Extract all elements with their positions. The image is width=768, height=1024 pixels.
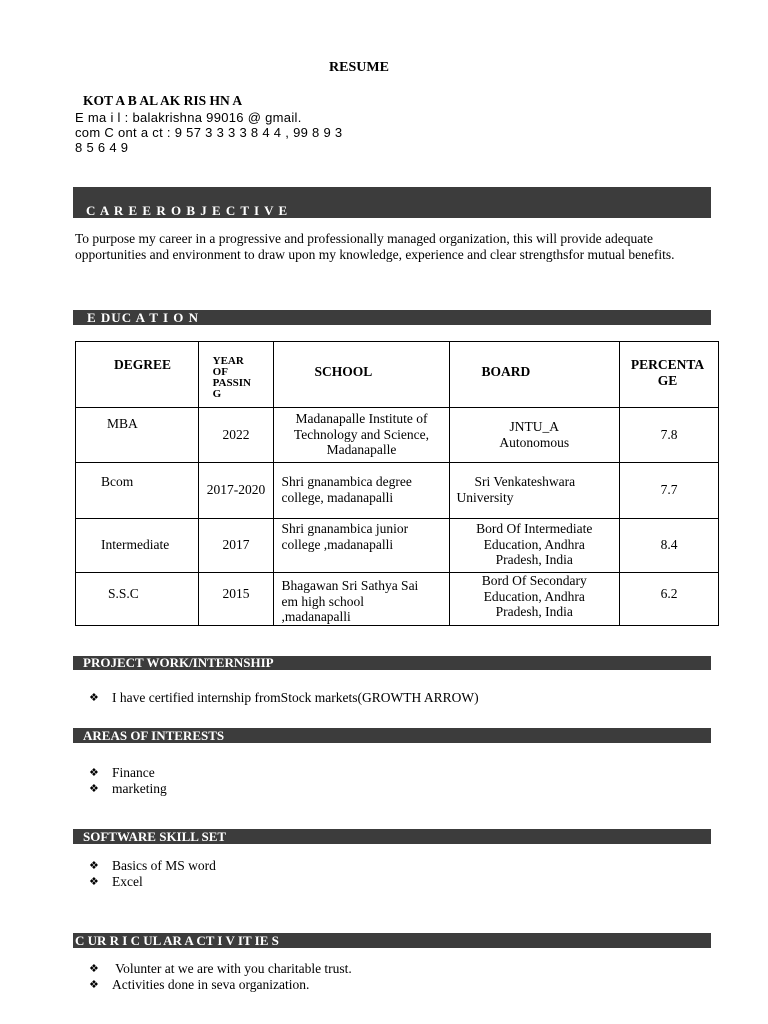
table-cell: Madanapalle Institute of Technology and Science, Madanapalle [274, 408, 449, 463]
career-objective-text: To purpose my career in a progressive and professionally managed organization, this will provide adequate opportunities and environment to draw upon my knowledge, experience and clear strengthsfor mutual benefits. [75, 231, 675, 262]
diamond-bullet-icon: ❖ [89, 963, 99, 975]
table-row [76, 519, 719, 573]
section-bar-career-objective [73, 187, 711, 218]
diamond-bullet-icon: ❖ [89, 767, 99, 779]
list-item: ❖ Excel [89, 874, 143, 889]
table-row [76, 463, 719, 519]
table-cell: 2017 [198, 519, 274, 573]
table-cell: 7.8 [620, 408, 719, 463]
table-cell: Bord Of Secondary Education, Andhra Pradesh, India [449, 573, 620, 626]
diamond-bullet-icon: ❖ [89, 979, 99, 991]
diamond-bullet-icon: ❖ [89, 692, 99, 704]
header-cell: SCHOOL [274, 342, 449, 408]
section-bar-interests [73, 728, 711, 743]
contact-line: com C ont a ct : 9 57 3 3 3 3 8 4 4 , 99 8 9 3 [75, 125, 343, 140]
section-heading: C UR R I C UL AR A CT I V IT IE S [75, 933, 279, 948]
section-bar-software [73, 829, 711, 844]
table-cell: Bcom [76, 463, 199, 519]
header-cell: DEGREE [76, 342, 199, 408]
table-cell: Bhagawan Sri Sathya Sai em high school ,madanapalli [274, 573, 449, 626]
interests-list [89, 765, 167, 797]
table-header-row [76, 342, 719, 408]
table-row [76, 408, 719, 463]
header-cell: YEAR OF PASSIN G [198, 342, 274, 408]
list-item: ❖ Volunter at we are with you charitable trust. [89, 961, 352, 976]
table-cell: Shri gnanambica junior college ,madanapalli [274, 519, 449, 573]
diamond-bullet-icon: ❖ [89, 860, 99, 872]
table-cell: JNTU_A Autonomous [449, 408, 620, 463]
section-heading: PROJECT WORK/INTERNSHIP [83, 655, 274, 670]
table-cell: Intermediate [76, 519, 199, 573]
table-cell: MBA [76, 408, 199, 463]
diamond-bullet-icon: ❖ [89, 783, 99, 795]
list-item: ❖ Activities done in seva organization. [89, 977, 310, 992]
diamond-bullet-icon: ❖ [89, 876, 99, 888]
header-cell: PERCENTA GE [620, 342, 719, 408]
list-item: ❖ marketing [89, 781, 167, 796]
section-heading: SOFTWARE SKILL SET [83, 829, 227, 844]
table-cell: 8.4 [620, 519, 719, 573]
table-cell: 2017-2020 [198, 463, 274, 519]
table-cell: 2015 [198, 573, 274, 626]
section-heading: E DUC A T I O N [87, 310, 200, 325]
list-item: ❖ Basics of MS word [89, 858, 216, 873]
curricular-list [89, 961, 352, 993]
section-heading: AREAS OF INTERESTS [83, 728, 225, 743]
contact-line: 8 5 6 4 9 [75, 140, 129, 155]
table-cell: Sri Venkateshwara University [449, 463, 620, 519]
project-list [89, 690, 479, 706]
list-item: ❖ I have certified internship fromStock markets(GROWTH ARROW) [89, 690, 479, 705]
resume-title: RESUME [329, 60, 389, 75]
table-cell: 7.7 [620, 463, 719, 519]
table-cell: Bord Of Intermediate Education, Andhra Pradesh, India [449, 519, 620, 573]
table-cell: 2022 [198, 408, 274, 463]
header-cell: BOARD [449, 342, 620, 408]
section-bar-project [73, 656, 711, 670]
section-heading: C A R E E R O B J E C T I V E [86, 203, 289, 218]
table-cell: S.S.C [76, 573, 199, 626]
contact-line: E ma i l : balakrishna 99016 @ gmail. [75, 110, 302, 125]
contact-info [75, 110, 355, 155]
education-table [75, 341, 719, 626]
section-bar-education [73, 310, 711, 325]
table-cell: 6.2 [620, 573, 719, 626]
table-row [76, 573, 719, 626]
section-bar-curricular [73, 933, 711, 948]
list-item: ❖ Finance [89, 765, 155, 780]
software-list [89, 858, 216, 890]
table-cell: Shri gnanambica degree college, madanapalli [274, 463, 449, 519]
candidate-name: KOT A B AL AK RIS HN A [83, 93, 243, 108]
